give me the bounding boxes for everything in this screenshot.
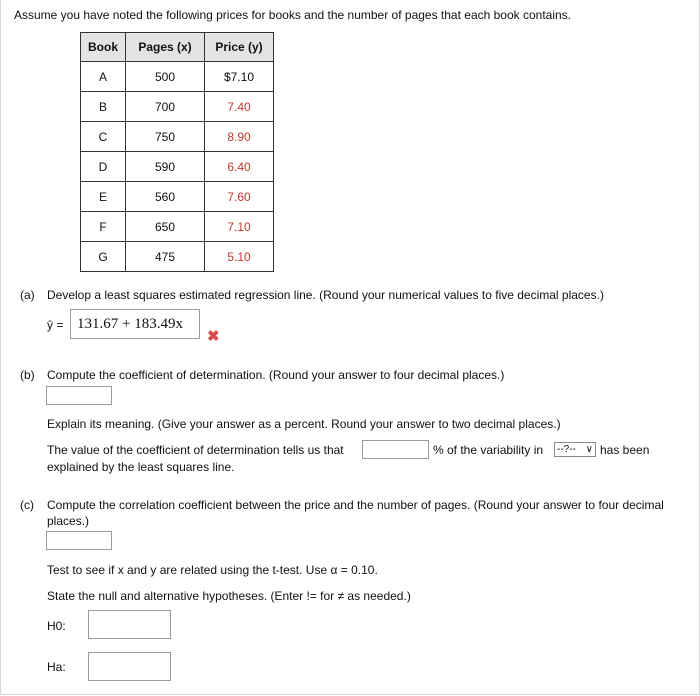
meaning-sentence-end: has been bbox=[600, 443, 650, 457]
cell-price: 7.60 bbox=[205, 182, 274, 212]
cell-book: F bbox=[81, 212, 126, 242]
variable-select-value: --?-- bbox=[557, 444, 576, 455]
cell-pages: 560 bbox=[126, 182, 205, 212]
table-header-row bbox=[81, 33, 274, 62]
cell-pages: 500 bbox=[126, 62, 205, 92]
cell-book: C bbox=[81, 122, 126, 152]
part-b-label: (b) bbox=[20, 368, 35, 382]
cell-price: 7.40 bbox=[205, 92, 274, 122]
cell-pages: 475 bbox=[126, 242, 205, 272]
percent-input[interactable] bbox=[362, 440, 429, 459]
coefficient-of-determination-input[interactable] bbox=[46, 386, 112, 405]
part-a-text: Develop a least squares estimated regression line. (Round your numerical values to five decimal places.) bbox=[47, 288, 604, 302]
ttest-text: Test to see if x and y are related using the t-test. Use α = 0.10. bbox=[47, 563, 378, 577]
table-row bbox=[81, 152, 274, 182]
cell-pages: 700 bbox=[126, 92, 205, 122]
table-row bbox=[81, 62, 274, 92]
meaning-sentence-line2: explained by the least squares line. bbox=[47, 460, 235, 474]
variable-select[interactable] bbox=[554, 442, 596, 457]
cell-price: 7.10 bbox=[205, 212, 274, 242]
chevron-down-icon: ∨ bbox=[585, 444, 593, 455]
part-c-label: (c) bbox=[20, 498, 34, 512]
part-a-label: (a) bbox=[20, 288, 35, 302]
part-c-text-line1: Compute the correlation coefficient between the price and the number of pages. (Round your answer to four decimal bbox=[47, 498, 664, 512]
cell-pages: 650 bbox=[126, 212, 205, 242]
incorrect-x-icon: ✖ bbox=[207, 328, 220, 345]
hypotheses-instruction: State the null and alternative hypotheses. (Enter != for ≠ as needed.) bbox=[47, 589, 411, 603]
null-hypothesis-input[interactable] bbox=[88, 610, 171, 639]
cell-book: B bbox=[81, 92, 126, 122]
ha-label: Ha: bbox=[47, 660, 66, 674]
table-row bbox=[81, 92, 274, 122]
cell-pages: 590 bbox=[126, 152, 205, 182]
header-pages: Pages (x) bbox=[126, 33, 205, 62]
cell-book: G bbox=[81, 242, 126, 272]
cell-pages: 750 bbox=[126, 122, 205, 152]
header-book: Book bbox=[81, 33, 126, 62]
correlation-coefficient-input[interactable] bbox=[46, 531, 112, 550]
data-table bbox=[80, 32, 274, 272]
part-b-text: Compute the coefficient of determination. (Round your answer to four decimal places.) bbox=[47, 368, 505, 382]
header-price: Price (y) bbox=[205, 33, 274, 62]
meaning-sentence-mid: % of the variability in bbox=[433, 443, 544, 457]
table-row bbox=[81, 212, 274, 242]
table-row bbox=[81, 182, 274, 212]
cell-book: E bbox=[81, 182, 126, 212]
yhat-label: ŷ = bbox=[47, 318, 64, 332]
cell-book: A bbox=[81, 62, 126, 92]
part-c-text-line2: places.) bbox=[47, 514, 90, 528]
cell-price: 5.10 bbox=[205, 242, 274, 272]
regression-answer-input[interactable]: 131.67 + 183.49x bbox=[70, 309, 200, 339]
table-row bbox=[81, 242, 274, 272]
meaning-sentence-start: The value of the coefficient of determination tells us that bbox=[47, 443, 344, 457]
table-row bbox=[81, 122, 274, 152]
cell-price: 8.90 bbox=[205, 122, 274, 152]
alternative-hypothesis-input[interactable] bbox=[88, 652, 171, 681]
cell-price: 6.40 bbox=[205, 152, 274, 182]
h0-label: H0: bbox=[47, 619, 66, 633]
cell-book: D bbox=[81, 152, 126, 182]
intro-text: Assume you have noted the following prices for books and the number of pages that each book contains. bbox=[14, 8, 572, 22]
explain-text: Explain its meaning. (Give your answer as a percent. Round your answer to two decimal places.) bbox=[47, 417, 561, 431]
cell-price: $7.10 bbox=[205, 62, 274, 92]
